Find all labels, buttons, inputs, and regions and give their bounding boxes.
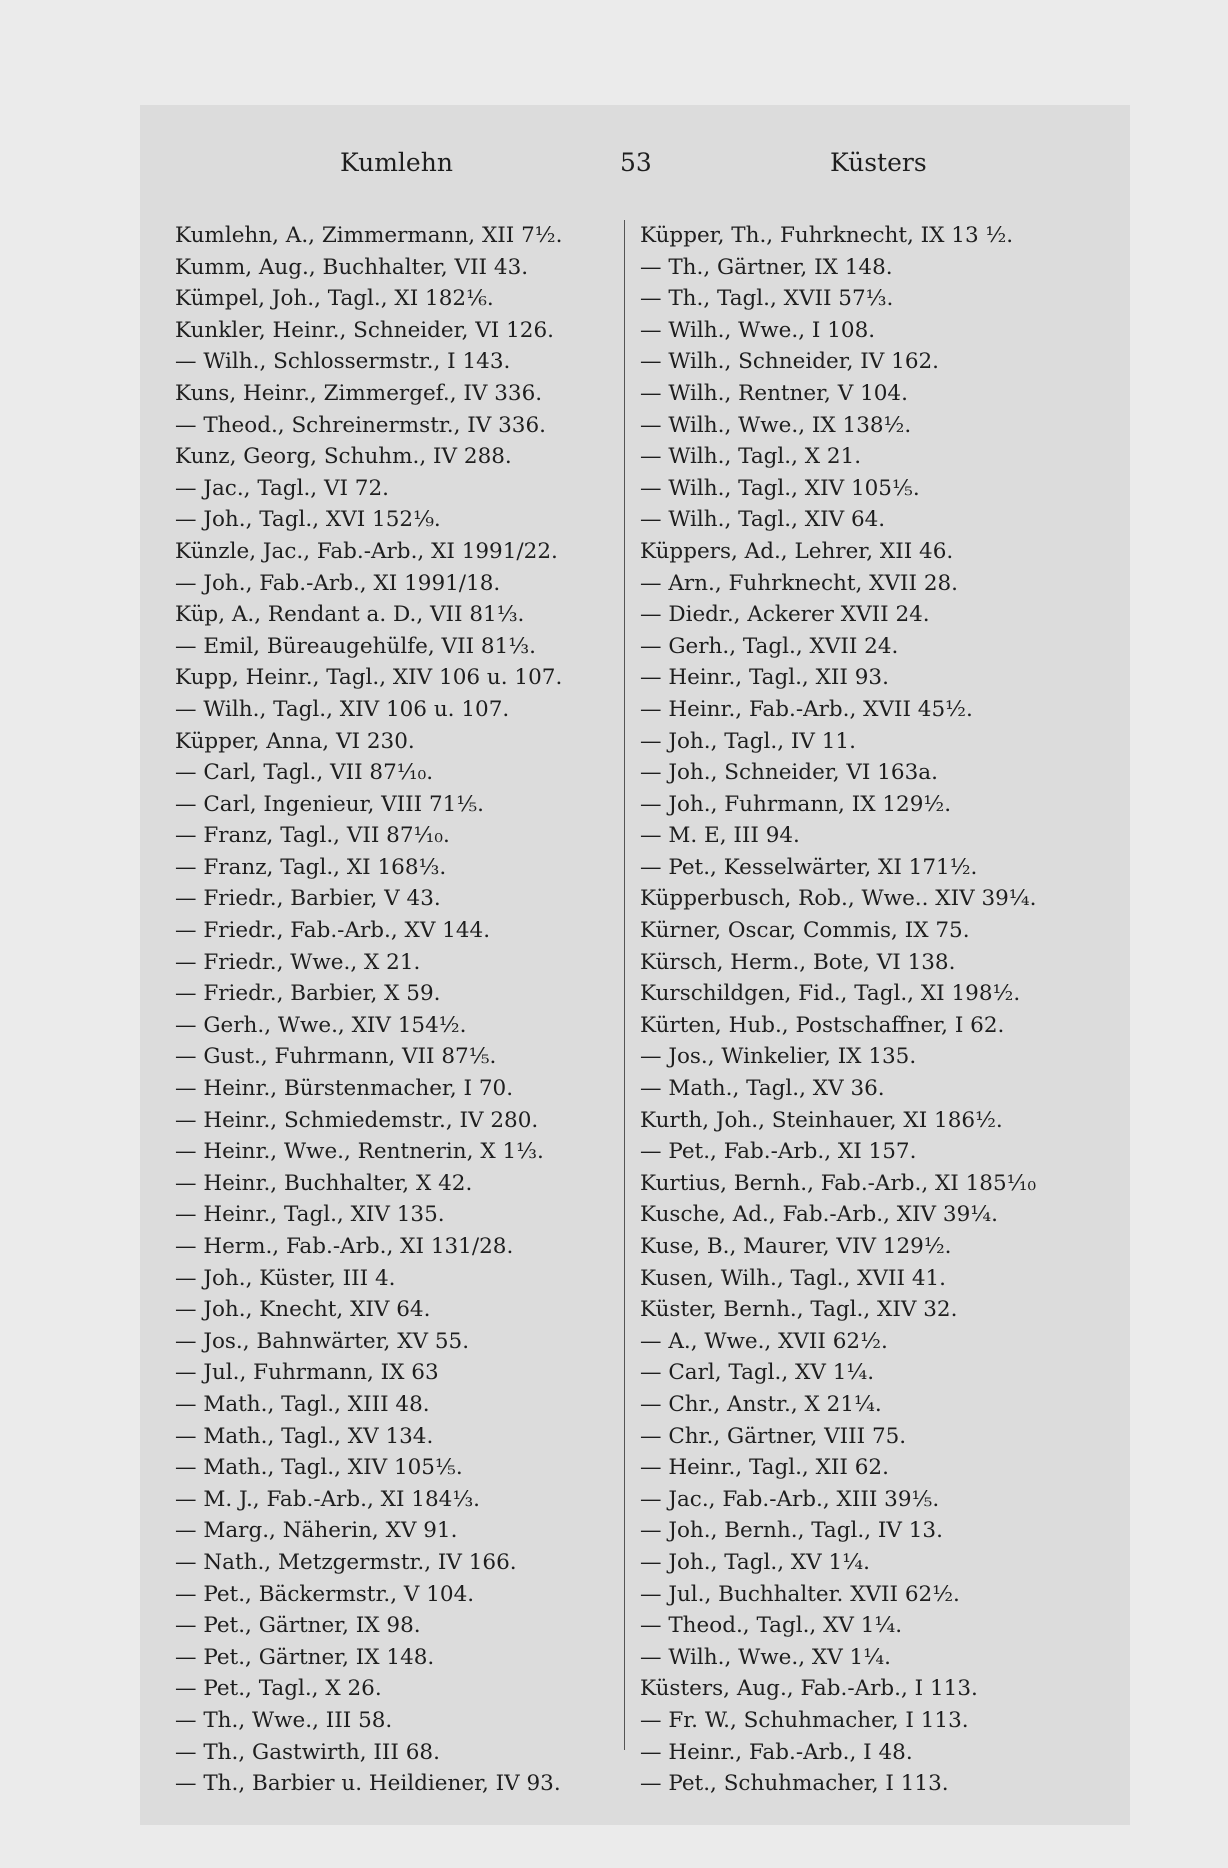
directory-entry: — Math., Tagl., XV 36.	[640, 1076, 885, 1102]
directory-entry: Küp, A., Rendant a. D., VII 81⅓.	[175, 602, 525, 628]
directory-entry: — M. E, III 94.	[640, 823, 800, 849]
directory-entry: Kürner, Oscar, Commis, IX 75.	[640, 918, 970, 944]
directory-entry: — Gust., Fuhrmann, VII 87⅕.	[175, 1044, 497, 1070]
directory-entry: — Wilh., Schlossermstr., I 143.	[175, 349, 511, 375]
directory-entry: — Heinr., Tagl., XII 62.	[640, 1455, 889, 1481]
directory-entry: — Heinr., Schmiedemstr., IV 280.	[175, 1107, 539, 1133]
directory-entry: — Heinr., Tagl., XIV 135.	[175, 1202, 445, 1228]
directory-entry: — Wilh., Rentner, V 104.	[640, 380, 908, 406]
directory-entry: — Theod., Tagl., XV 1¼.	[640, 1613, 903, 1639]
header-right-keyword: Küsters	[830, 148, 927, 177]
directory-entry: — Pet., Tagl., X 26.	[175, 1676, 382, 1702]
directory-entry: Kuns, Heinr., Zimmergef., IV 336.	[175, 380, 543, 406]
directory-entry: — Joh., Küster, III 4.	[175, 1265, 396, 1291]
directory-entry: — Wilh., Tagl., XIV 106 u. 107.	[175, 696, 510, 722]
directory-entry: — Friedr., Wwe., X 21.	[175, 949, 421, 975]
directory-entry: — Jos., Bahnwärter, XV 55.	[175, 1328, 470, 1354]
directory-entry: — Emil, Büreaugehülfe, VII 81⅓.	[175, 633, 536, 659]
directory-entry: — Pet., Gärtner, IX 148.	[175, 1644, 435, 1670]
directory-entry: — Gerh., Tagl., XVII 24.	[640, 633, 899, 659]
directory-entry: — Franz, Tagl., XI 168⅓.	[175, 854, 447, 880]
directory-entry: — Friedr., Barbier, V 43.	[175, 886, 441, 912]
directory-entry: Küpper, Anna, VI 230.	[175, 728, 415, 754]
directory-entry: — Carl, Tagl., XV 1¼.	[640, 1360, 875, 1386]
directory-entry: — Fr. W., Schuhmacher, I 113.	[640, 1707, 969, 1733]
directory-entry: — Jac., Fab.-Arb., XIII 39⅕.	[640, 1486, 940, 1512]
directory-entry: Kunz, Georg, Schuhm., IV 288.	[175, 444, 512, 470]
directory-entry: Künzle, Jac., Fab.-Arb., XI 1991/22.	[175, 538, 558, 564]
directory-entry: Kurschildgen, Fid., Tagl., XI 198½.	[640, 981, 1021, 1007]
directory-entry: — Heinr., Fab.-Arb., XVII 45½.	[640, 696, 973, 722]
directory-entry: — Th., Tagl., XVII 57⅓.	[640, 286, 894, 312]
directory-entry: — Heinr., Bürstenmacher, I 70.	[175, 1076, 514, 1102]
directory-entry: — Joh., Tagl., XV 1¼.	[640, 1549, 870, 1575]
directory-entry: — Pet., Fab.-Arb., XI 157.	[640, 1139, 917, 1165]
running-header	[175, 148, 1035, 188]
directory-entry: Kumm, Aug., Buchhalter, VII 43.	[175, 254, 529, 280]
directory-entry: — A., Wwe., XVII 62½.	[640, 1328, 888, 1354]
directory-entry: — Joh., Tagl., XVI 152⅑.	[175, 507, 441, 533]
column-divider	[624, 220, 625, 1750]
right-column	[640, 220, 1080, 1800]
directory-entry: — Wilh., Tagl., XIV 105⅕.	[640, 475, 920, 501]
directory-entry: — Math., Tagl., XIII 48.	[175, 1391, 430, 1417]
directory-entry: — Wilh., Tagl., XIV 64.	[640, 507, 886, 533]
directory-entry: — Carl, Tagl., VII 87⅒.	[175, 760, 434, 786]
directory-entry: — Heinr., Tagl., XII 93.	[640, 665, 889, 691]
directory-entry: — Friedr., Fab.-Arb., XV 144.	[175, 918, 491, 944]
directory-entry: — Franz, Tagl., VII 87⅒.	[175, 823, 450, 849]
directory-entry: Küppers, Ad., Lehrer, XII 46.	[640, 538, 954, 564]
directory-entry: — Pet., Schuhmacher, I 113.	[640, 1771, 949, 1797]
directory-entry: Kurtius, Bernh., Fab.-Arb., XI 185⅒	[640, 1170, 1037, 1196]
directory-entry: — Joh., Bernh., Tagl., IV 13.	[640, 1518, 943, 1544]
directory-entry: — Wilh., Wwe., IX 138½.	[640, 412, 912, 438]
directory-entry: — Jos., Winkelier, IX 135.	[640, 1044, 917, 1070]
directory-entry: Kupp, Heinr., Tagl., XIV 106 u. 107.	[175, 665, 563, 691]
directory-entry: — Th., Gastwirth, III 68.	[175, 1739, 440, 1765]
directory-entry: — Wilh., Wwe., XV 1¼.	[640, 1644, 891, 1670]
left-column	[175, 220, 615, 1800]
directory-entry: — Joh., Fab.-Arb., XI 1991/18.	[175, 570, 501, 596]
directory-entry: — Jul., Fuhrmann, IX 63	[175, 1360, 439, 1386]
directory-entry: — Th., Barbier u. Heildiener, IV 93.	[175, 1771, 561, 1797]
directory-entry: — Jul., Buchhalter. XVII 62½.	[640, 1581, 960, 1607]
directory-entry: Küster, Bernh., Tagl., XIV 32.	[640, 1297, 958, 1323]
directory-entry: — Theod., Schreinermstr., IV 336.	[175, 412, 547, 438]
directory-entry: Kumlehn, A., Zimmermann, XII 7½.	[175, 223, 563, 248]
directory-entry: Kurth, Joh., Steinhauer, XI 186½.	[640, 1107, 1003, 1133]
directory-entry: Kürsch, Herm., Bote, VI 138.	[640, 949, 956, 975]
header-left-keyword: Kumlehn	[340, 148, 453, 177]
directory-entry: — Heinr., Wwe., Rentnerin, X 1⅓.	[175, 1139, 544, 1165]
directory-entry: — Chr., Anstr., X 21¼.	[640, 1391, 882, 1417]
directory-entry: — Nath., Metzgermstr., IV 166.	[175, 1549, 517, 1575]
directory-entry: — Joh., Fuhrmann, IX 129½.	[640, 791, 952, 817]
directory-entry: Küsters, Aug., Fab.-Arb., I 113.	[640, 1676, 978, 1702]
directory-entry: — Pet., Gärtner, IX 98.	[175, 1613, 421, 1639]
directory-entry: Kuse, B., Maurer, VIV 129½.	[640, 1234, 952, 1259]
directory-entry: — Jac., Tagl., VI 72.	[175, 475, 389, 501]
directory-entry: — M. J., Fab.-Arb., XI 184⅓.	[175, 1486, 481, 1512]
directory-entry: — Th., Gärtner, IX 148.	[640, 254, 893, 280]
directory-entry: — Heinr., Fab.-Arb., I 48.	[640, 1739, 913, 1765]
directory-entry: Küpper, Th., Fuhrknecht, IX 13 ½.	[640, 223, 1014, 248]
directory-entry: — Chr., Gärtner, VIII 75.	[640, 1423, 907, 1449]
directory-entry: — Math., Tagl., XIV 105⅕.	[175, 1455, 463, 1481]
directory-entry: — Friedr., Barbier, X 59.	[175, 981, 441, 1007]
directory-entry: Kusen, Wilh., Tagl., XVII 41.	[640, 1265, 947, 1291]
directory-entry: — Wilh., Wwe., I 108.	[640, 317, 876, 343]
directory-entry: — Arn., Fuhrknecht, XVII 28.	[640, 570, 959, 596]
directory-entry: Kusche, Ad., Fab.-Arb., XIV 39¼.	[640, 1202, 998, 1228]
directory-entry: — Marg., Näherin, XV 91.	[175, 1518, 458, 1544]
page-number: 53	[620, 148, 652, 177]
directory-entry: — Th., Wwe., III 58.	[175, 1707, 393, 1733]
directory-entry: — Gerh., Wwe., XIV 154½.	[175, 1012, 467, 1038]
directory-entry: Kümpel, Joh., Tagl., XI 182⅙.	[175, 286, 494, 312]
directory-entry: — Wilh., Schneider, IV 162.	[640, 349, 940, 375]
directory-entry: — Joh., Tagl., IV 11.	[640, 728, 856, 754]
directory-entry: — Pet., Bäckermstr., V 104.	[175, 1581, 475, 1607]
directory-entry: — Wilh., Tagl., X 21.	[640, 444, 862, 470]
directory-entry: — Heinr., Buchhalter, X 42.	[175, 1170, 473, 1196]
directory-entry: — Carl, Ingenieur, VIII 71⅕.	[175, 791, 484, 817]
directory-entry: — Diedr., Ackerer XVII 24.	[640, 602, 930, 628]
directory-entry: Kürten, Hub., Postschaffner, I 62.	[640, 1012, 1005, 1038]
directory-entry: Kunkler, Heinr., Schneider, VI 126.	[175, 317, 554, 343]
directory-entry: Küpperbusch, Rob., Wwe.. XIV 39¼.	[640, 886, 1037, 912]
directory-entry: — Joh., Knecht, XIV 64.	[175, 1297, 431, 1323]
directory-entry: — Pet., Kesselwärter, XI 171½.	[640, 854, 978, 880]
directory-entry: — Joh., Schneider, VI 163a.	[640, 760, 938, 786]
directory-entry: — Math., Tagl., XV 134.	[175, 1423, 434, 1449]
directory-entry: — Herm., Fab.-Arb., XI 131/28.	[175, 1234, 514, 1259]
